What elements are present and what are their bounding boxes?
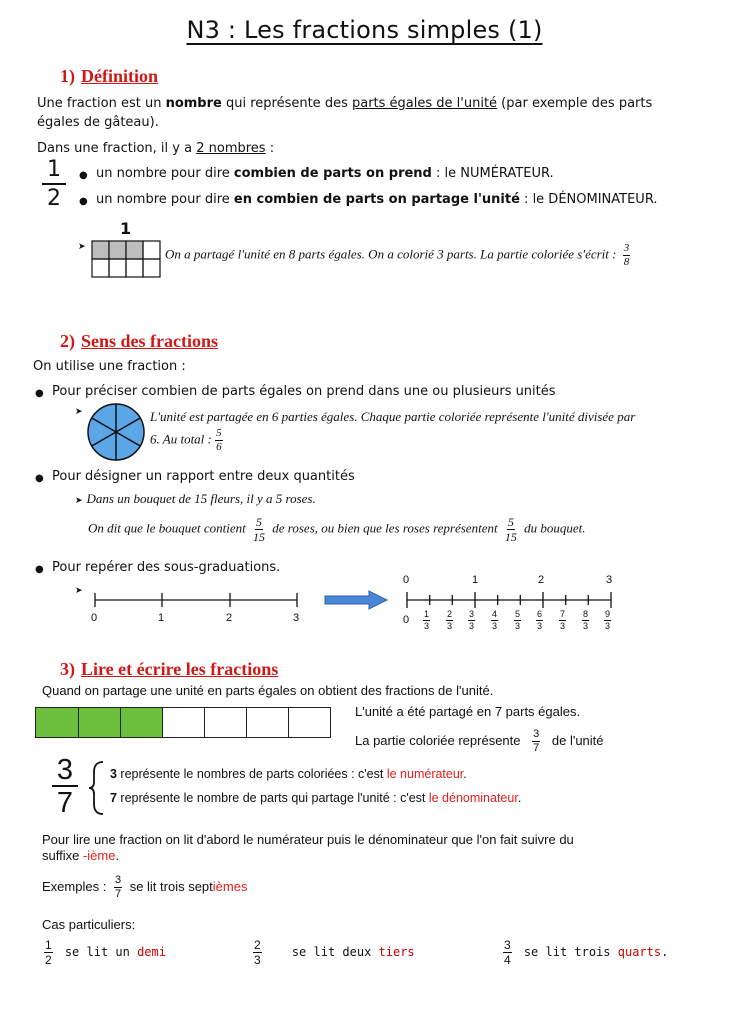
definition-paragraph: Une fraction est un nombre qui représente des parts égales de l'unité (par exemple des parts égales de gâteau). bbox=[37, 96, 653, 130]
line2-fraction-labels bbox=[423, 610, 623, 640]
number-line-thirds bbox=[400, 590, 622, 612]
special-cases-label: Cas particuliers: bbox=[42, 917, 136, 932]
line1-tick-1: 1 bbox=[158, 612, 165, 624]
bar-caption-2: La partie coloriée représente $\frac{3}{7}$ de l'unité bbox=[355, 728, 604, 754]
line1-tick-0: 0 bbox=[91, 612, 98, 624]
line2-top-3: 3 bbox=[606, 574, 613, 586]
line2-bottom-0: 0 bbox=[403, 614, 410, 626]
line2-frac: $\frac{5}{3}$ bbox=[515, 609, 521, 631]
bar-part-colored bbox=[120, 708, 162, 737]
big-fraction-three-sevenths: 3 7 bbox=[52, 755, 78, 819]
section-1-heading: 1) Définition bbox=[60, 66, 159, 86]
reading-rule-paragraph: Pour lire une fraction on lit d'abord le numérateur puis le dénominateur que l'on fait suivre du suffixe -ième. bbox=[42, 832, 574, 863]
big-fraction-one-half: 1 2 bbox=[40, 158, 68, 212]
line2-top-2: 2 bbox=[538, 574, 545, 586]
numerator-explanation: 3 représente le nombres de parts coloriées : c'est le numérateur. bbox=[110, 767, 467, 781]
use-1-text: Pour préciser combien de parts égales on prend dans une ou plusieurs unités bbox=[52, 384, 556, 399]
bar-caption-1: L'unité a été partagé en 7 parts égales. bbox=[355, 704, 581, 719]
line2-frac: $\frac{9}{3}$ bbox=[605, 609, 611, 631]
line2-frac: $\frac{3}{3}$ bbox=[469, 609, 475, 631]
special-case-demi: $\frac{1}{2}$ se lit un demi bbox=[45, 938, 166, 967]
bar-part-colored bbox=[78, 708, 120, 737]
bar-part-colored bbox=[36, 708, 78, 737]
line2-frac: $\frac{8}{3}$ bbox=[583, 609, 589, 631]
arrow-bullet-icon: ➤ bbox=[78, 242, 86, 252]
pie-example-text: L'unité est partagée en 6 parties égales. Chaque partie coloriée représente l'unité divisée par 6. Au total : $\frac{5}{6}$ bbox=[150, 409, 636, 453]
pie-sixths-diagram bbox=[86, 402, 146, 462]
sevenths-bar bbox=[35, 707, 331, 738]
bullet-numerator: un nombre pour dire combien de parts on prend : le NUMÉRATEUR. bbox=[96, 166, 554, 181]
line2-frac: $\frac{7}{3}$ bbox=[560, 609, 566, 631]
section-2-heading: 2) Sens des fractions bbox=[60, 331, 219, 351]
section-3-heading: 3) Lire et écrire les fractions bbox=[60, 659, 279, 679]
line2-frac: $\frac{6}{3}$ bbox=[537, 609, 543, 631]
line2-frac: $\frac{1}{3}$ bbox=[424, 609, 430, 631]
example-line: Exemples : $\frac{3}{7}$ se lit trois septièmes bbox=[42, 874, 248, 900]
arrow-bullet-icon: ➤ bbox=[75, 495, 83, 505]
special-case-tiers: $\frac{2}{3}$ se lit deux tiers bbox=[254, 938, 415, 967]
arrow-bullet-icon: ➤ bbox=[75, 586, 83, 596]
grid-eighths-diagram bbox=[91, 240, 161, 280]
bar-part-empty bbox=[204, 708, 246, 737]
line2-frac: $\frac{2}{3}$ bbox=[447, 609, 453, 631]
line1-tick-2: 2 bbox=[226, 612, 233, 624]
right-arrow-icon bbox=[323, 590, 389, 610]
special-case-quarts: $\frac{3}{4}$ se lit trois quarts. bbox=[504, 938, 669, 967]
page-title: N3 : Les fractions simples (1) bbox=[186, 16, 543, 44]
grid-example-text: On a partagé l'unité en 8 parts égales. On a colorié 3 parts. La partie coloriée s'écrit : $\frac{3}{8}$ bbox=[165, 242, 630, 268]
bouquet-example-line-2: On dit que le bouquet contient $\frac{5}{15}$ de roses, ou bien que les roses représentent $\frac{5}{15}$ du bouquet. bbox=[88, 515, 586, 544]
number-line-integers bbox=[88, 590, 308, 612]
curly-brace-icon bbox=[88, 760, 106, 816]
line2-frac: $\frac{4}{3}$ bbox=[492, 609, 498, 631]
line1-tick-3: 3 bbox=[293, 612, 300, 624]
bar-part-empty bbox=[162, 708, 204, 737]
denominator-explanation: 7 représente le nombre de parts qui partage l'unité : c'est le dénominateur. bbox=[110, 791, 522, 805]
line2-top-1: 1 bbox=[472, 574, 479, 586]
section-2-intro: On utilise une fraction : bbox=[33, 359, 186, 374]
grid-label: 1 bbox=[120, 219, 132, 238]
bouquet-example-line-1: ➤ Dans un bouquet de 15 fleurs, il y a 5 roses. bbox=[75, 491, 316, 506]
bar-part-empty bbox=[246, 708, 288, 737]
line2-top-0: 0 bbox=[403, 574, 410, 586]
bullet-denominator: un nombre pour dire en combien de parts on partage l'unité : le DÉNOMINATEUR. bbox=[96, 192, 658, 207]
arrow-bullet-icon: ➤ bbox=[75, 407, 83, 417]
two-numbers-line: Dans une fraction, il y a 2 nombres : bbox=[37, 141, 275, 156]
bar-part-empty bbox=[288, 708, 330, 737]
use-2-text: Pour désigner un rapport entre deux quantités bbox=[52, 469, 355, 484]
section-3-intro: Quand on partage une unité en parts égales on obtient des fractions de l'unité. bbox=[42, 683, 494, 698]
use-3-text: Pour repérer des sous-graduations. bbox=[52, 560, 281, 575]
